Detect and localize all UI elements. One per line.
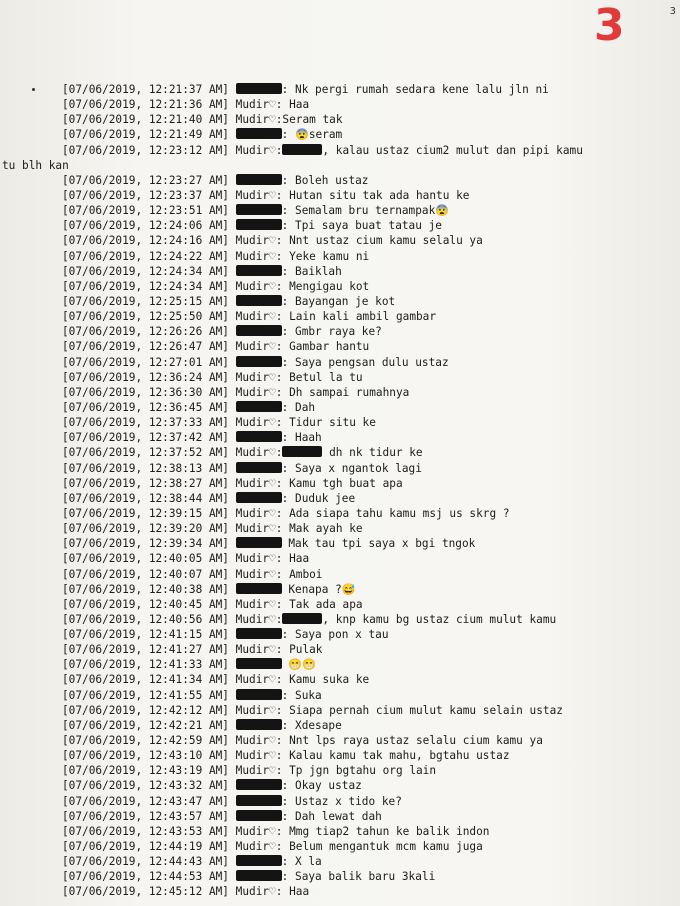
message-continuation [2,158,674,173]
message-row [62,551,674,566]
redaction-mark [236,325,282,336]
message-speaker: Mudir♡ [235,506,276,520]
message-text: : Mengigau kot [275,279,370,293]
message-text: : Nnt lps raya ustaz selalu cium kamu ya [275,734,543,748]
message-text: : Boleh ustaz [281,173,369,187]
message-row [62,733,674,748]
redaction-mark [236,810,282,821]
message-text: : Ustaz x tido ke? [281,794,402,808]
message-row [62,657,674,672]
message-text: : Nnt ustaz cium kamu selalu ya [275,234,483,248]
message-text: : Siapa pernah cium mulut kamu selain ustaz [275,703,563,717]
message-row [62,521,674,536]
message-timestamp: [07/06/2019, 12:23:37 AM] [62,188,236,202]
message-speaker: Mudir♡ [235,310,276,324]
message-text: : Dh sampai rumahnya [275,385,410,399]
message-timestamp: [07/06/2019, 12:36:45 AM] [62,400,236,414]
message-timestamp: [07/06/2019, 12:39:15 AM] [62,506,236,520]
message-text: dh nk tidur ke [322,446,423,460]
message-speaker: Mudir♡ [235,703,276,717]
message-speaker: Mudir♡ [235,643,276,657]
message-timestamp: [07/06/2019, 12:39:20 AM] [62,522,236,536]
message-text: : Saya x ngantok lagi [281,461,422,475]
message-text: : Tp jgn bgtahu org lain [275,764,437,778]
message-row [62,127,674,142]
message-text: : Dah lewat dah [281,809,382,823]
message-text: : Haa [275,885,310,899]
message-row [62,491,674,506]
message-row [62,203,674,218]
message-timestamp: [07/06/2019, 12:38:44 AM] [62,491,236,505]
message-timestamp: [07/06/2019, 12:41:55 AM] [62,688,236,702]
message-row [62,703,674,718]
message-text: Kenapa ?😅 [281,582,356,596]
message-timestamp: [07/06/2019, 12:21:40 AM] [62,113,236,127]
message-row [62,294,674,309]
message-text: : Saya pon x tau [281,628,389,642]
message-text: : Mak ayah ke [275,522,363,536]
message-row [62,430,674,445]
message-text: : Tak ada apa [275,597,363,611]
message-row [62,627,674,642]
message-timestamp: [07/06/2019, 12:36:24 AM] [62,370,236,384]
message-speaker: Mudir♡ [235,385,276,399]
message-timestamp: [07/06/2019, 12:24:34 AM] [62,264,236,278]
message-timestamp: [07/06/2019, 12:43:10 AM] [62,749,236,763]
message-speaker: Mudir♡ [235,567,276,581]
message-row [62,506,674,521]
message-row [62,279,674,294]
message-row [62,567,674,582]
message-speaker: Mudir♡ [235,824,276,838]
message-timestamp: [07/06/2019, 12:43:57 AM] [62,809,236,823]
message-speaker: Mudir♡ [235,522,276,536]
message-row [62,536,674,551]
message-timestamp: [07/06/2019, 12:36:30 AM] [62,385,236,399]
message-row [62,264,674,279]
message-row [62,642,674,657]
redaction-mark [236,295,282,306]
message-timestamp: [07/06/2019, 12:21:37 AM] [62,83,236,96]
message-row [62,809,674,824]
message-row [62,672,674,687]
redaction-mark [236,356,282,367]
message-row [62,884,674,899]
message-timestamp: [07/06/2019, 12:43:47 AM] [62,794,236,808]
message-text: : Nk pergi rumah sedara kene lalu jln ni [281,83,549,96]
message-row [62,748,674,763]
message-speaker: Mudir♡ [235,113,276,127]
message-timestamp: [07/06/2019, 12:44:53 AM] [62,870,236,884]
redaction-mark [236,855,282,866]
message-text: : X la [281,855,322,869]
scan-speck [32,88,35,91]
message-timestamp: [07/06/2019, 12:41:33 AM] [62,658,236,672]
message-timestamp: [07/06/2019, 12:38:27 AM] [62,476,236,490]
message-row [62,869,674,884]
message-row [62,82,674,97]
message-text: : Belum mengantuk mcm kamu juga [275,840,483,854]
redaction-mark [236,779,282,790]
message-row [62,97,674,112]
message-timestamp: [07/06/2019, 12:37:52 AM] [62,446,236,460]
message-speaker: Mudir♡ [235,98,276,112]
message-speaker: Mudir♡ [235,476,276,490]
message-timestamp: [07/06/2019, 12:38:13 AM] [62,461,236,475]
message-text: : Gmbr raya ke? [281,325,382,339]
message-speaker: Mudir♡ [235,840,276,854]
message-text: : Semalam bru ternampak😨 [281,204,450,218]
message-text: : Saya pengsan dulu ustaz [281,355,449,369]
message-speaker: Mudir♡ [235,597,276,611]
message-text: tu blh kan [2,158,69,172]
message-timestamp: [07/06/2019, 12:23:51 AM] [62,204,236,218]
message-text: : Saya balik baru 3kali [281,870,436,884]
message-speaker: Mudir♡ [235,249,276,263]
message-text: : Mmg tiap2 tahun ke balik indon [275,824,490,838]
message-speaker: Mudir♡ [235,734,276,748]
message-speaker: Mudir♡ [235,885,276,899]
message-row [62,324,674,339]
redaction-mark [236,870,282,881]
message-row [62,415,674,430]
message-text: : Kamu suka ke [275,673,370,687]
message-row [62,309,674,324]
message-row [62,778,674,793]
message-timestamp: [07/06/2019, 12:37:33 AM] [62,416,236,430]
message-text: : Tidur situ ke [275,416,376,430]
redaction-mark [282,144,322,155]
message-speaker: Mudir♡ [235,416,276,430]
message-text: , kalau ustaz cium2 mulut dan pipi kamu [322,143,583,157]
message-row [62,188,674,203]
message-text: : Pulak [275,643,323,657]
message-row [62,839,674,854]
message-text: : Ada siapa tahu kamu msj us skrg ? [275,506,510,520]
message-text: 😁😁 [281,658,316,672]
message-row [62,824,674,839]
redaction-mark [236,431,282,442]
redaction-mark [236,658,282,669]
message-speaker: Mudir♡ [235,234,276,248]
message-timestamp: [07/06/2019, 12:44:43 AM] [62,855,236,869]
message-timestamp: [07/06/2019, 12:42:12 AM] [62,703,236,717]
redaction-mark [236,492,282,503]
message-text: : 😨seram [281,128,343,142]
message-row [62,339,674,354]
message-row [62,112,674,127]
redaction-mark [236,795,282,806]
redaction-mark [282,446,322,457]
redaction-mark [236,401,282,412]
redaction-mark [236,128,282,139]
message-text: : Betul la tu [275,370,363,384]
message-row [62,718,674,733]
message-row [62,400,674,415]
message-text: : Haa [275,98,310,112]
redaction-mark [236,219,282,230]
message-row [62,794,674,809]
redaction-mark [236,689,282,700]
message-row [62,370,674,385]
message-row [62,582,674,597]
message-speaker: Mudir♡ [235,370,276,384]
redaction-mark [236,204,282,215]
message-row [62,249,674,264]
message-timestamp: [07/06/2019, 12:42:59 AM] [62,734,236,748]
message-timestamp: [07/06/2019, 12:24:16 AM] [62,234,236,248]
message-text: : Yeke kamu ni [275,249,370,263]
message-timestamp: [07/06/2019, 12:26:47 AM] [62,340,236,354]
redaction-mark [236,462,282,473]
message-text: : Amboi [275,567,323,581]
message-timestamp: [07/06/2019, 12:25:50 AM] [62,310,236,324]
message-text: :Seram tak [275,113,343,127]
message-text: : Hutan situ tak ada hantu ke [275,188,470,202]
message-speaker: Mudir♡ [235,188,276,202]
message-timestamp: [07/06/2019, 12:40:07 AM] [62,567,236,581]
message-text: , knp kamu bg ustaz cium mulut kamu [322,612,557,626]
message-text: : Okay ustaz [281,779,362,793]
corner-mark: 3 [669,6,676,17]
message-row [62,461,674,476]
message-timestamp: [07/06/2019, 12:23:27 AM] [62,173,236,187]
message-row [62,597,674,612]
message-row [62,854,674,869]
message-speaker: Mudir♡: [235,446,283,460]
message-timestamp: [07/06/2019, 12:45:12 AM] [62,885,236,899]
message-text: : Tpi saya buat tatau je [281,219,442,233]
message-timestamp: [07/06/2019, 12:44:19 AM] [62,840,236,854]
message-text: : Haa [275,552,310,566]
message-text: : Gambar hantu [275,340,370,354]
message-timestamp: [07/06/2019, 12:26:26 AM] [62,325,236,339]
chat-log [2,82,674,900]
message-timestamp: [07/06/2019, 12:41:15 AM] [62,628,236,642]
message-row [62,173,674,188]
message-timestamp: [07/06/2019, 12:39:34 AM] [62,537,236,551]
message-row [62,476,674,491]
message-timestamp: [07/06/2019, 12:24:22 AM] [62,249,236,263]
message-row [62,385,674,400]
message-text: Mak tau tpi saya x bgi tngok [281,537,476,551]
redaction-mark [236,265,282,276]
message-timestamp: [07/06/2019, 12:41:27 AM] [62,643,236,657]
message-row [62,355,674,370]
message-row [62,143,674,158]
message-text: : Dah [281,400,316,414]
page-number: 3 [594,0,625,51]
message-timestamp: [07/06/2019, 12:40:38 AM] [62,582,236,596]
message-timestamp: [07/06/2019, 12:40:45 AM] [62,597,236,611]
message-text: : Suka [281,688,322,702]
message-speaker: Mudir♡ [235,673,276,687]
message-timestamp: [07/06/2019, 12:43:32 AM] [62,779,236,793]
redaction-mark [236,719,282,730]
message-timestamp: [07/06/2019, 12:21:49 AM] [62,128,236,142]
redaction-mark [236,174,282,185]
message-timestamp: [07/06/2019, 12:42:21 AM] [62,718,236,732]
message-timestamp: [07/06/2019, 12:41:34 AM] [62,673,236,687]
message-text: : Baiklah [281,264,342,278]
message-speaker: Mudir♡ [235,552,276,566]
message-timestamp: [07/06/2019, 12:40:05 AM] [62,552,236,566]
message-row [62,218,674,233]
message-timestamp: [07/06/2019, 12:40:56 AM] [62,612,236,626]
message-timestamp: [07/06/2019, 12:23:12 AM] [62,143,236,157]
message-text: : Duduk jee [281,491,356,505]
message-timestamp: [07/06/2019, 12:24:06 AM] [62,219,236,233]
message-text: : Kamu tgh buat apa [275,476,403,490]
message-row [62,612,674,627]
message-timestamp: [07/06/2019, 12:21:36 AM] [62,98,236,112]
message-timestamp: [07/06/2019, 12:43:19 AM] [62,764,236,778]
message-speaker: Mudir♡: [235,143,283,157]
message-text: : Xdesape [281,718,342,732]
message-row [62,445,674,460]
message-text: : Lain kali ambil gambar [275,310,437,324]
message-timestamp: [07/06/2019, 12:27:01 AM] [62,355,236,369]
message-speaker: Mudir♡: [235,612,283,626]
message-timestamp: [07/06/2019, 12:25:15 AM] [62,294,236,308]
message-speaker: Mudir♡ [235,340,276,354]
redaction-mark [236,583,282,594]
message-speaker: Mudir♡ [235,764,276,778]
message-speaker: Mudir♡ [235,749,276,763]
message-speaker: Mudir♡ [235,279,276,293]
message-timestamp: [07/06/2019, 12:37:42 AM] [62,431,236,445]
message-text: : Bayangan je kot [281,294,396,308]
redaction-mark [282,613,322,624]
redaction-mark [236,628,282,639]
message-text: : Kalau kamu tak mahu, bgtahu ustaz [275,749,510,763]
message-timestamp: [07/06/2019, 12:24:34 AM] [62,279,236,293]
message-text: : Haah [281,431,322,445]
message-row [62,688,674,703]
message-row [62,763,674,778]
redaction-mark [236,83,282,94]
redaction-mark [236,537,282,548]
message-timestamp: [07/06/2019, 12:43:53 AM] [62,824,236,838]
message-row [62,233,674,248]
